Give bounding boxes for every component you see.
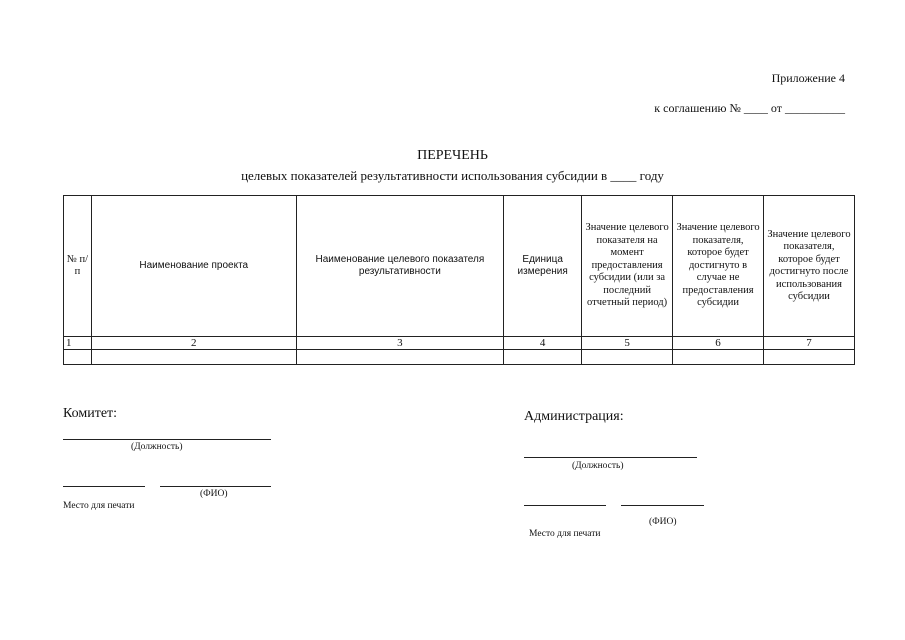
- header-indicator-name: Наименование целевого показателя результативности: [296, 196, 504, 337]
- header-value-at-grant: Значение целевого показателя на момент предоставления субсидии (или за последний отчетный период): [582, 196, 673, 337]
- column-number-7: 7: [764, 337, 855, 350]
- column-number-3: 3: [296, 337, 504, 350]
- column-number-5: 5: [582, 337, 673, 350]
- left-stamp-caption: Место для печати: [63, 501, 135, 511]
- header-value-after-grant: Значение целевого показателя, которое будет достигнуто после использования субсидии: [764, 196, 855, 337]
- column-number-2: 2: [91, 337, 296, 350]
- table-cell[interactable]: [91, 350, 296, 365]
- column-number-4: 4: [504, 337, 582, 350]
- header-unit: Единица измерения: [504, 196, 582, 337]
- left-org-label: Комитет:: [63, 406, 118, 421]
- table-number-row: [64, 337, 855, 350]
- right-name-caption: (ФИО): [649, 517, 677, 527]
- document-title: ПЕРЕЧЕНЬ: [417, 148, 488, 163]
- appendix-label: Приложение 4: [771, 71, 845, 85]
- table-cell[interactable]: [673, 350, 764, 365]
- table-header-row: [64, 196, 855, 337]
- indicators-table: [63, 195, 855, 365]
- right-position-line[interactable]: [524, 457, 697, 458]
- left-name-caption: (ФИО): [200, 489, 228, 499]
- header-project-name: Наименование проекта: [91, 196, 296, 337]
- header-value-without-grant: Значение целевого показателя, которое будет достигнуто в случае не предоставления субсидии: [673, 196, 764, 337]
- header-number: № п/п: [64, 196, 92, 337]
- left-position-caption: (Должность): [131, 442, 183, 452]
- right-name-line[interactable]: [621, 505, 704, 506]
- left-position-line[interactable]: [63, 439, 271, 440]
- agreement-reference: к соглашению № ____ от __________: [654, 101, 845, 115]
- right-stamp-caption: Место для печати: [529, 529, 601, 539]
- right-position-caption: (Должность): [572, 461, 624, 471]
- table-cell[interactable]: [764, 350, 855, 365]
- column-number-1: 1: [64, 337, 92, 350]
- left-name-line[interactable]: [160, 486, 271, 487]
- right-signature-line[interactable]: [524, 505, 606, 506]
- right-org-label: Администрация:: [524, 409, 624, 424]
- table-cell[interactable]: [504, 350, 582, 365]
- left-signature-line[interactable]: [63, 486, 145, 487]
- table-cell[interactable]: [296, 350, 504, 365]
- table-cell[interactable]: [582, 350, 673, 365]
- table-row: [64, 350, 855, 365]
- document-subtitle: целевых показателей результативности использования субсидии в ____ году: [241, 168, 664, 183]
- column-number-6: 6: [673, 337, 764, 350]
- table-cell[interactable]: [64, 350, 92, 365]
